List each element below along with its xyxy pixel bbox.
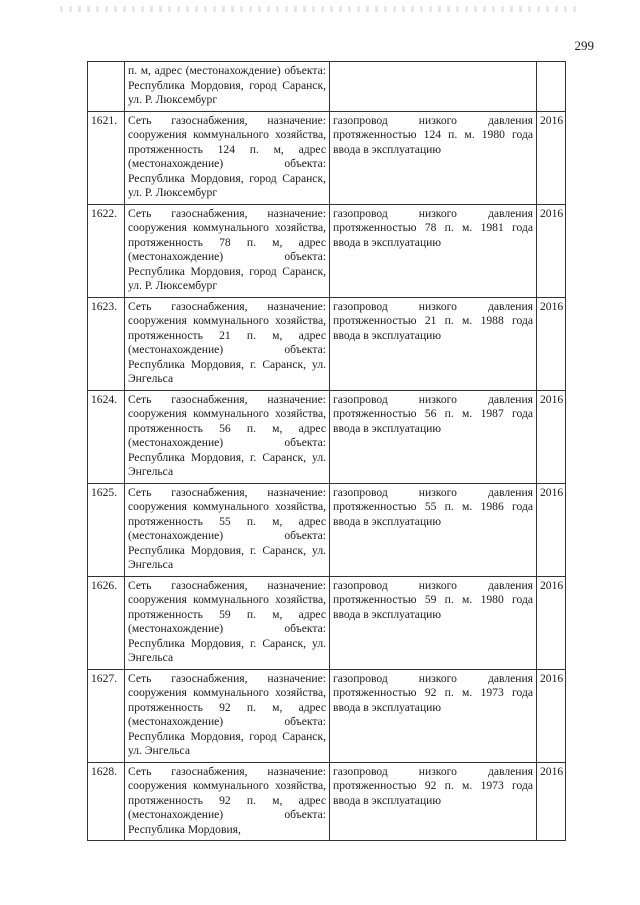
year: 2016 <box>537 297 566 390</box>
row-number: 1627. <box>88 669 125 762</box>
row-number: 1621. <box>88 111 125 204</box>
object-note: газопровод низкого давления протяженностью 92 п. м. 1973 года ввода в эксплуатацию <box>330 669 537 762</box>
object-description: Сеть газоснабжения, назначение: сооружения коммунального хозяйства, протяженность 21 п. м, адрес (местонахождение) объекта: Республика Мордовия, г. Саранск, ул. Энгельса <box>125 297 330 390</box>
row-number: 1628. <box>88 762 125 841</box>
object-description: Сеть газоснабжения, назначение: сооружения коммунального хозяйства, протяженность 55 п. м, адрес (местонахождение) объекта: Республика Мордовия, г. Саранск, ул. Энгельса <box>125 483 330 576</box>
object-description: Сеть газоснабжения, назначение: сооружения коммунального хозяйства, протяженность 92 п. м, адрес (местонахождение) объекта: Республика Мордовия, <box>125 762 330 841</box>
table-row <box>88 111 566 204</box>
row-number: 1625. <box>88 483 125 576</box>
row-number: 1623. <box>88 297 125 390</box>
table-row <box>88 390 566 483</box>
registry-body <box>88 62 566 841</box>
year: 2016 <box>537 762 566 841</box>
table-row <box>88 576 566 669</box>
year: 2016 <box>537 576 566 669</box>
row-number <box>88 62 125 112</box>
page-number: 299 <box>574 38 594 53</box>
scan-artifact <box>60 6 580 12</box>
object-note: газопровод низкого давления протяженностью 56 п. м. 1987 года ввода в эксплуатацию <box>330 390 537 483</box>
table-row <box>88 204 566 297</box>
row-number: 1624. <box>88 390 125 483</box>
object-note: газопровод низкого давления протяженностью 21 п. м. 1988 года ввода в эксплуатацию <box>330 297 537 390</box>
table-row-continuation <box>88 62 566 112</box>
property-registry-table <box>87 61 566 841</box>
year: 2016 <box>537 483 566 576</box>
object-note: газопровод низкого давления протяженностью 55 п. м. 1986 года ввода в эксплуатацию <box>330 483 537 576</box>
object-description: Сеть газоснабжения, назначение: сооружения коммунального хозяйства, протяженность 124 п. м, адрес (местонахождение) объекта: Республика Мордовия, город Саранск, ул. Р. Люксембург <box>125 111 330 204</box>
object-note <box>330 62 537 112</box>
year: 2016 <box>537 390 566 483</box>
table-row <box>88 483 566 576</box>
row-number: 1622. <box>88 204 125 297</box>
year: 2016 <box>537 204 566 297</box>
object-description: Сеть газоснабжения, назначение: сооружения коммунального хозяйства, протяженность 78 п. м, адрес (местонахождение) объекта: Республика Мордовия, город Саранск, ул. Р. Люксембург <box>125 204 330 297</box>
table-row <box>88 669 566 762</box>
year <box>537 62 566 112</box>
row-number: 1626. <box>88 576 125 669</box>
object-note: газопровод низкого давления протяженностью 78 п. м. 1981 года ввода в эксплуатацию <box>330 204 537 297</box>
object-description: Сеть газоснабжения, назначение: сооружения коммунального хозяйства, протяженность 59 п. м, адрес (местонахождение) объекта: Республика Мордовия, г. Саранск, ул. Энгельса <box>125 576 330 669</box>
year: 2016 <box>537 669 566 762</box>
object-note: газопровод низкого давления протяженностью 92 п. м. 1973 года ввода в эксплуатацию <box>330 762 537 841</box>
object-description: Сеть газоснабжения, назначение: сооружения коммунального хозяйства, протяженность 56 п. м, адрес (местонахождение) объекта: Республика Мордовия, г. Саранск, ул. Энгельса <box>125 390 330 483</box>
table-row <box>88 297 566 390</box>
object-note: газопровод низкого давления протяженностью 59 п. м. 1980 года ввода в эксплуатацию <box>330 576 537 669</box>
object-description: Сеть газоснабжения, назначение: сооружения коммунального хозяйства, протяженность 92 п. м, адрес (местонахождение) объекта: Республика Мордовия, город Саранск, ул. Энгельса <box>125 669 330 762</box>
table-row <box>88 762 566 841</box>
year: 2016 <box>537 111 566 204</box>
object-note: газопровод низкого давления протяженностью 124 п. м. 1980 года ввода в эксплуатацию <box>330 111 537 204</box>
object-description: п. м, адрес (местонахождение) объекта: Республика Мордовия, город Саранск, ул. Р. Люксембург <box>125 62 330 112</box>
